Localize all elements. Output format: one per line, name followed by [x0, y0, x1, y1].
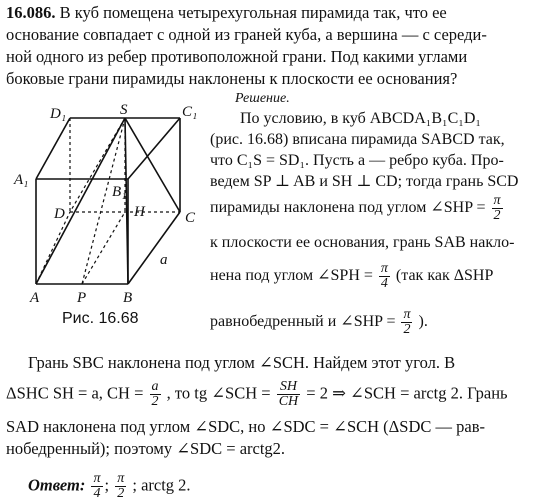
solution-line-4: ведем SP ⊥ AB и SH ⊥ CD; тогда грань SCD: [210, 173, 519, 190]
frac-denominator: 2: [401, 322, 412, 337]
frac-denominator: CH: [278, 394, 299, 409]
frac-numerator: π: [93, 471, 101, 486]
edge-B1C1: [128, 118, 180, 179]
frac-denominator: 2: [492, 208, 503, 223]
fraction-answer-pi-over-4: [91, 472, 102, 501]
label-H: H: [134, 204, 145, 220]
paragraph-line-2-mid: , то tg ∠SCH =: [166, 383, 271, 403]
solution-heading: Решение.: [235, 91, 290, 106]
solution-line-7-text: нена под углом ∠SPH =: [210, 267, 373, 285]
solution-line-5-text: пирамиды наклонена под углом ∠SHP =: [210, 199, 486, 217]
solution-line-8-text: равнобедренный и ∠SHP =: [210, 313, 396, 331]
fraction-pi-over-2-a: [492, 194, 503, 223]
solution-line-7: [210, 262, 530, 291]
problem-line-2: основание совпадает с одной из граней куба, а вершина — с середи-: [6, 25, 487, 44]
paragraph-line-2-text: ΔSHC SH = a, CH =: [6, 383, 144, 403]
label-B1: B₁: [112, 184, 127, 200]
problem-line-4: боковые грани пирамиды наклонены к плоскости ее основания?: [6, 69, 458, 88]
figure-caption: Рис. 16.68: [62, 310, 139, 327]
frac-numerator: π: [403, 307, 411, 322]
paragraph-line-1: Грань SBC наклонена под углом ∠SCH. Найдем этот угол. В: [28, 353, 456, 372]
segment-PH-hidden: [82, 212, 125, 284]
answer-label: Ответ:: [28, 475, 86, 495]
solution-line-7-tail: (так как ΔSHP: [395, 267, 494, 285]
fraction-pi-over-2-b: [401, 308, 412, 337]
frac-denominator: 2: [151, 394, 159, 409]
label-B: B: [123, 290, 133, 304]
label-A: A: [30, 290, 40, 304]
problem-number: 16.086.: [6, 3, 56, 22]
edge-SC: [125, 118, 180, 212]
solution-line-3: что C₁S = SD₁. Пусть a — ребро куба. Про-: [210, 152, 504, 169]
paragraph-line-4: нобедренный); поэтому ∠SDC = arctg2.: [6, 439, 286, 458]
edge-SA: [36, 118, 125, 284]
label-C: C: [185, 210, 196, 226]
frac-denominator: 4: [91, 486, 102, 501]
solution-line-8-tail: ).: [418, 313, 428, 331]
solution-line-5: [210, 194, 530, 223]
solution-line-1: По условию, в куб ABCDA₁B₁C₁D₁: [240, 110, 481, 127]
paragraph-line-2-tail: = 2 ⇒ ∠SCH = arctg 2. Грань: [306, 383, 508, 403]
problem-line-1: [6, 2, 530, 23]
edge-BC: [128, 212, 180, 284]
solution-line-8: [210, 308, 530, 337]
label-D1: D₁: [50, 106, 67, 122]
solution-line-6: к плоскости ее основания, грань SAB накло-: [210, 234, 515, 251]
frac-denominator: 2: [115, 486, 126, 501]
fraction-a-over-2: [150, 380, 161, 409]
edge-A1D1: [36, 118, 70, 179]
label-P: P: [77, 290, 87, 304]
solution-line-2: (рис. 16.68) вписана пирамида SABCD так,: [210, 131, 505, 148]
cube-pyramid-figure: [10, 104, 205, 304]
answer-rest: ; arctg 2.: [132, 475, 191, 495]
label-D: D: [54, 206, 65, 222]
problem-text-1: В куб помещена четырехугольная пирамида так, что ее: [59, 3, 447, 22]
fraction-pi-over-4: [379, 262, 390, 291]
label-a: a: [160, 252, 168, 268]
fraction-SH-over-CH: [277, 380, 300, 409]
segment-SP-hidden: [82, 118, 125, 284]
answer-line: Ответ: $\frac{\pi}{4}$ ; $\frac{\pi}{2}$ ; arctg 2.: [28, 471, 191, 501]
problem-line-3: ной одного из ребер противоположной грани. Под какими углами: [6, 47, 468, 66]
label-C1: C₁: [182, 104, 198, 120]
frac-numerator: π: [117, 471, 125, 486]
paragraph-line-3: SAD наклонена под углом ∠SDC, но ∠SDC = ∠SCH (ΔSDC — рав-: [6, 417, 485, 436]
frac-numerator: SH: [279, 379, 297, 394]
frac-numerator: a: [151, 379, 159, 394]
paragraph-line-2: [6, 380, 530, 409]
label-S: S: [120, 104, 128, 118]
frac-numerator: π: [380, 261, 388, 276]
frac-numerator: π: [493, 193, 501, 208]
label-A1: A₁: [14, 172, 29, 188]
fraction-answer-pi-over-2: [115, 472, 126, 501]
frac-denominator: 4: [379, 276, 390, 291]
